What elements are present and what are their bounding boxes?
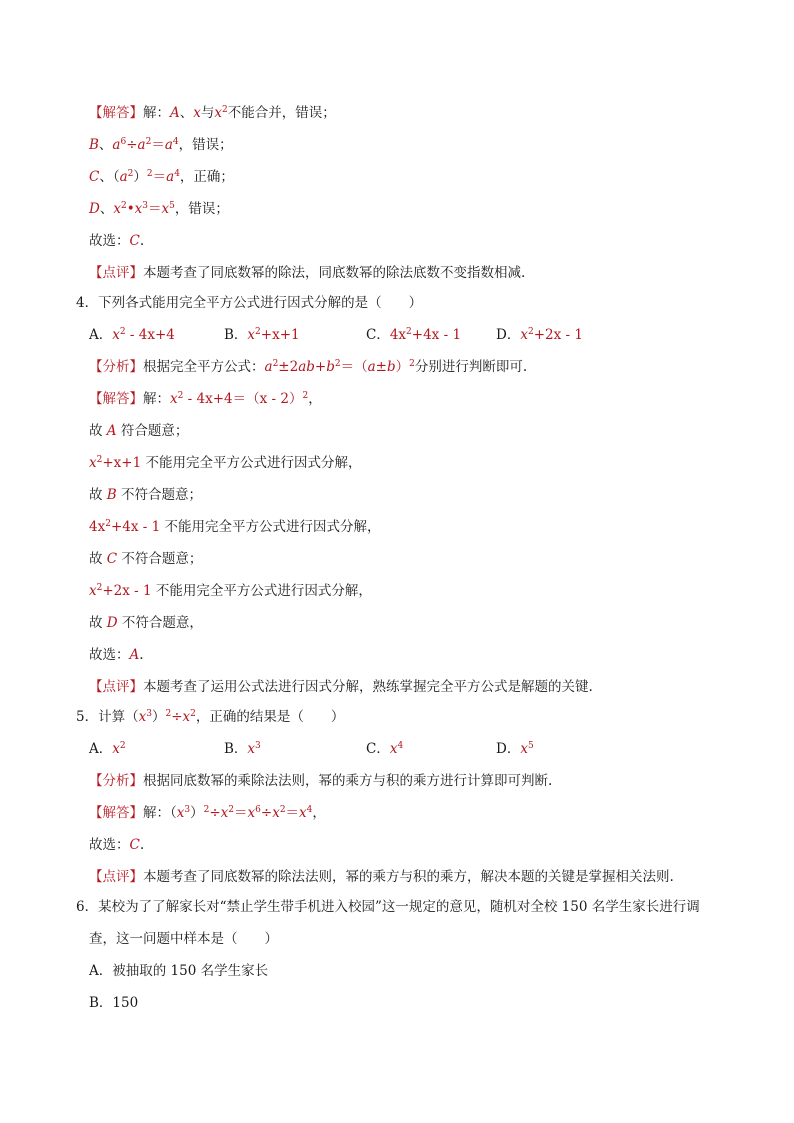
q4-step-6: $x^2+2x - 1$ 不能用完全平方公式进行因式分解， xyxy=(89,583,372,599)
q5-answer: 故选：C. xyxy=(89,837,145,853)
q5-stem: 5．计算$(x^3)^2\div x^2$，正确的结果是（ ） xyxy=(76,709,345,725)
solution-tag: 【解答】 xyxy=(89,391,143,407)
q5-option-c: C．$x^4$ xyxy=(366,741,404,757)
q4-option-b: B．$x^2+x+1$ xyxy=(224,327,300,343)
analysis-tag: 【分析】 xyxy=(89,359,143,375)
q4-step-5: 故 C 不符合题意； xyxy=(89,551,203,567)
q6-option-a: A．被抽取的 150 名学生家长 xyxy=(89,963,269,979)
q3-solution-line-2: B、$a^6\div a^2=a^4$，错误； xyxy=(89,137,233,153)
q4-step-4: $4x^2+4x - 1$ 不能用完全平方公式进行因式分解， xyxy=(89,519,381,535)
q5-analysis: 【分析】根据同底数幂的乘除法法则，幂的乘方与积的乘方进行计算即可判断. xyxy=(89,773,553,789)
q5-comment: 【点评】本题考查了同底数幂的除法法则，幂的乘方与积的乘方，解决本题的关键是掌握相关法则. xyxy=(89,869,674,885)
q5-option-a: A．$x^2$ xyxy=(89,741,126,757)
q4-answer: 故选：A. xyxy=(89,647,144,663)
q4-comment: 【点评】本题考查了运用公式法进行因式分解，熟练掌握完全平方公式是解题的关键. xyxy=(89,679,593,695)
comment-tag: 【点评】 xyxy=(89,679,143,695)
comment-tag: 【点评】 xyxy=(89,265,143,281)
q6-option-b: B．150 xyxy=(89,995,139,1011)
q6-stem-line-2: 查，这一问题中样本是（ ） xyxy=(89,931,278,947)
q3-solution-line-4: D、$x^2•x^3=x^5$，错误； xyxy=(89,201,229,217)
q6-stem-line-1: 6．某校为了了解家长对“禁止学生带手机进入校园”这一规定的意见，随机对全校 150 名学生家长进行调 xyxy=(76,899,700,915)
q4-solution: 【解答】解：$x^2 - 4x+4=(x - 2)^2$， xyxy=(89,391,322,407)
q4-option-a: A．$x^2 - 4x+4$ xyxy=(89,327,175,343)
q3-comment: 【点评】本题考查了同底数幂的除法，同底数幂的除法底数不变指数相减. xyxy=(89,265,526,281)
analysis-tag: 【分析】 xyxy=(89,773,143,789)
q4-step-3: 故 B 不符合题意； xyxy=(89,487,203,503)
q4-analysis: 【分析】根据完全平方公式：$a^2\pm 2ab+b^2=(a\pm b)^2$分别进行判断即可. xyxy=(89,359,528,375)
q5-option-b: B．$x^3$ xyxy=(224,741,261,757)
q3-solution-line-1: 【解答】解：A、x与$x^2$不能合并，错误； xyxy=(89,105,336,121)
q3-solution-line-3: C、$(a^2)^2=a^4$，正确； xyxy=(89,169,234,185)
q4-stem: 4．下列各式能用完全平方公式进行因式分解的是（ ） xyxy=(76,295,423,311)
q4-option-c: C．$4x^2+4x - 1$ xyxy=(366,327,462,343)
q4-option-d: D．$x^2+2x - 1$ xyxy=(496,327,583,343)
q4-step-7: 故 D 不符合题意， xyxy=(89,615,203,631)
comment-tag: 【点评】 xyxy=(89,869,143,885)
q5-option-d: D．$x^5$ xyxy=(496,741,534,757)
solution-tag: 【解答】 xyxy=(89,105,143,121)
q3-answer: 故选：C. xyxy=(89,233,145,249)
q4-step-1: 故 A 符合题意； xyxy=(89,423,189,439)
q5-solution: 【解答】解：$(x^3)^2\div x^2=x^6\div x^2=x^4$， xyxy=(89,805,326,821)
solution-tag: 【解答】 xyxy=(89,805,143,821)
q4-step-2: $x^2+x+1$ 不能用完全平方公式进行因式分解， xyxy=(89,455,362,471)
